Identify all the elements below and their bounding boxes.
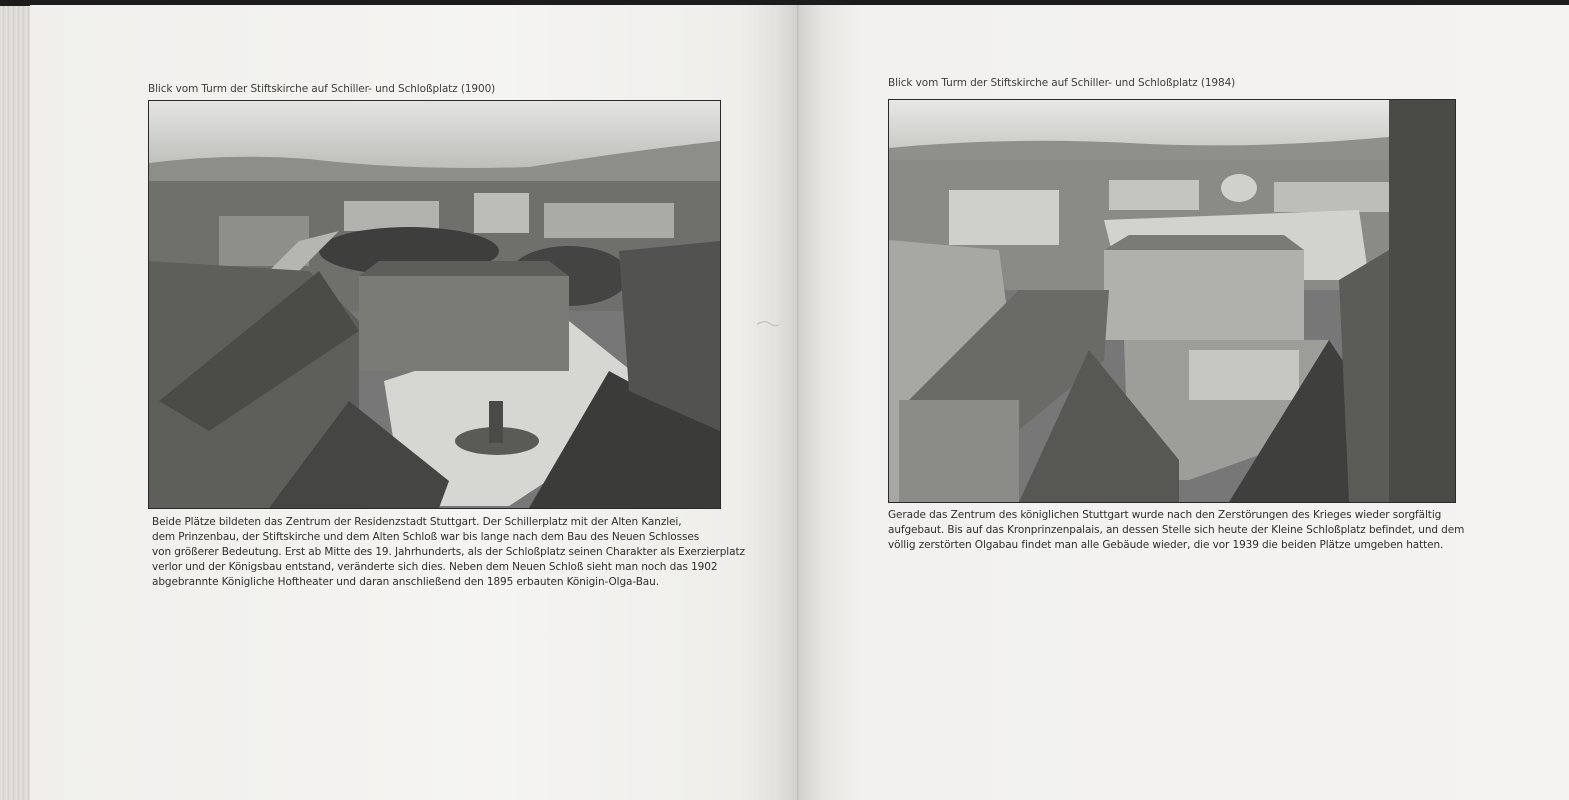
text-line: Beide Plätze bildeten das Zentrum der Residenzstadt Stuttgart. Der Schillerplatz mit der Alten Kanzlei, — [152, 516, 682, 528]
left-body-text — [152, 515, 745, 590]
text-line: dem Prinzenbau, der Stiftskirche und dem Alten Schloß war bis lange nach dem Bau des Neuen Schlosses — [152, 531, 700, 543]
text-line: abgebrannte Königliche Hoftheater und daran anschließend den 1895 erbauten Königin-Olga-Bau. — [152, 576, 659, 588]
text-line: völlig zerstörten Olgabau findet man alle Gebäude wieder, die vor 1939 die beiden Plätze umgeben hatten. — [888, 539, 1444, 551]
page-smudge — [755, 318, 781, 330]
photo-1984 — [888, 99, 1456, 503]
photo-1900 — [148, 100, 721, 509]
text-line: aufgebaut. Bis auf das Kronprinzenpalais, an dessen Stelle sich heute der Kleine Schloßplatz befindet, und dem — [888, 524, 1465, 536]
right-photo-title: Blick vom Turm der Stiftskirche auf Schiller- und Schloßplatz (1984) — [888, 77, 1236, 89]
text-line: Gerade das Zentrum des königlichen Stuttgart wurde nach den Zerstörungen des Krieges wieder sorgfältig — [888, 509, 1442, 521]
text-line: von größerer Bedeutung. Erst ab Mitte des 19. Jahrhunderts, als der Schloßplatz seinen Charakter als Exerzierplatz — [152, 546, 745, 558]
page-edges — [0, 6, 34, 800]
text-line: verlor und der Königsbau entstand, veränderte sich dies. Neben dem Neuen Schloß sieht man noch das 1902 — [152, 561, 718, 573]
left-photo-title: Blick vom Turm der Stiftskirche auf Schiller- und Schloßplatz (1900) — [148, 83, 496, 95]
right-body-text — [888, 508, 1464, 553]
